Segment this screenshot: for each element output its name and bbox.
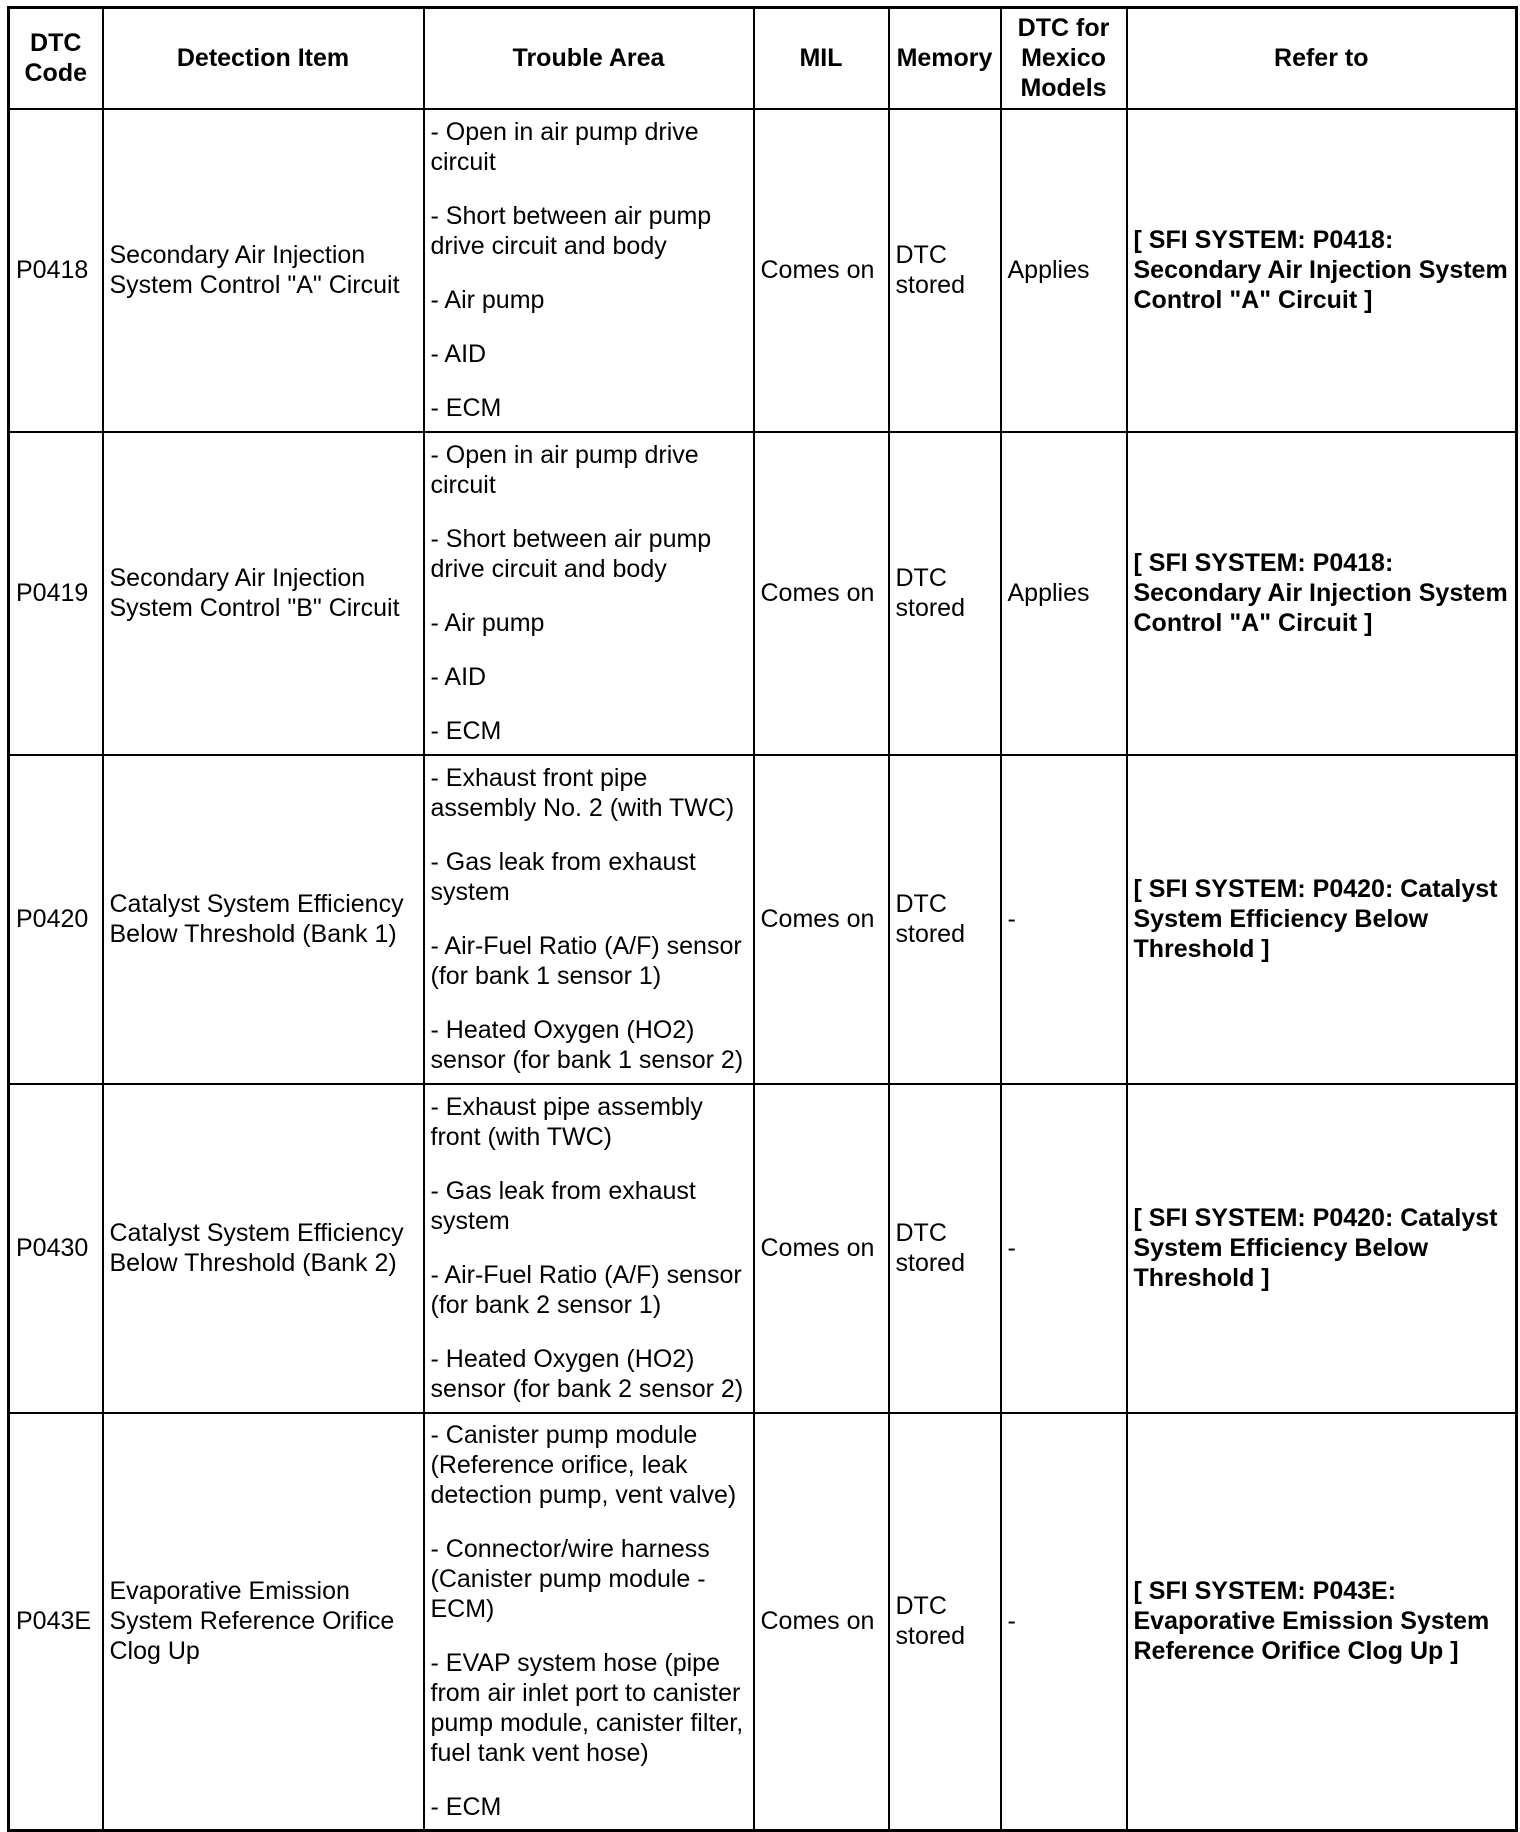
header-mexico-models: DTC for Mexico Models (1001, 8, 1127, 109)
memory-status: DTC stored (889, 755, 1001, 1084)
header-memory: Memory (889, 8, 1001, 109)
table-row (9, 755, 1517, 1084)
dtc-table (7, 6, 1518, 1832)
trouble-area (424, 1084, 754, 1413)
memory-status: DTC stored (889, 109, 1001, 432)
trouble-item: - Air-Fuel Ratio (A/F) sensor (for bank 2 sensor 1) (430, 1261, 742, 1319)
trouble-area (424, 755, 754, 1084)
trouble-item: - Gas leak from exhaust system (430, 1177, 696, 1235)
header-refer-to: Refer to (1127, 8, 1517, 109)
header-detection-item: Detection Item (103, 8, 424, 109)
refer-link[interactable]: [ SFI SYSTEM: P0420: Catalyst System Efficiency Below Threshold ] (1127, 755, 1517, 1084)
trouble-item: - Air pump (430, 286, 545, 314)
trouble-list (431, 763, 747, 1075)
trouble-item: - Heated Oxygen (HO2) sensor (for bank 1 sensor 2) (430, 1016, 744, 1074)
table-row (9, 432, 1517, 755)
trouble-item: - Air pump (430, 609, 545, 637)
mexico-models: Applies (1001, 432, 1127, 755)
dtc-code: P0420 (9, 755, 103, 1084)
trouble-item: - Exhaust front pipe assembly No. 2 (with TWC) (430, 764, 735, 822)
mil-status: Comes on (754, 1413, 889, 1831)
trouble-item: - AID (430, 340, 487, 368)
trouble-item: - Heated Oxygen (HO2) sensor (for bank 2 sensor 2) (430, 1345, 744, 1403)
mexico-models: - (1001, 755, 1127, 1084)
trouble-item: - ECM (430, 1793, 502, 1822)
header-row (9, 8, 1517, 109)
mil-status: Comes on (754, 755, 889, 1084)
trouble-item: - Short between air pump drive circuit and body (430, 202, 712, 260)
refer-link[interactable]: [ SFI SYSTEM: P0418: Secondary Air Injection System Control "A" Circuit ] (1127, 432, 1517, 755)
memory-status: DTC stored (889, 1413, 1001, 1831)
mil-status: Comes on (754, 109, 889, 432)
trouble-item: - Open in air pump drive circuit (430, 118, 699, 176)
detection-item: Evaporative Emission System Reference Orifice Clog Up (103, 1413, 424, 1831)
detection-item: Catalyst System Efficiency Below Threshold (Bank 1) (103, 755, 424, 1084)
mexico-models: Applies (1001, 109, 1127, 432)
trouble-item: - AID (430, 663, 487, 691)
table-row (9, 1084, 1517, 1413)
trouble-item: - Short between air pump drive circuit and body (430, 525, 712, 583)
trouble-list (431, 1092, 747, 1404)
detection-item: Secondary Air Injection System Control "A" Circuit (103, 109, 424, 432)
trouble-item: - EVAP system hose (pipe from air inlet port to canister pump module, canister filter, fuel tank vent hose) (430, 1649, 744, 1768)
memory-status: DTC stored (889, 1084, 1001, 1413)
detection-item: Catalyst System Efficiency Below Threshold (Bank 2) (103, 1084, 424, 1413)
trouble-item: - ECM (430, 394, 502, 422)
refer-link[interactable]: [ SFI SYSTEM: P0418: Secondary Air Injection System Control "A" Circuit ] (1127, 109, 1517, 432)
dtc-code: P0430 (9, 1084, 103, 1413)
header-mil: MIL (754, 8, 889, 109)
trouble-item: - Connector/wire harness (Canister pump module - ECM) (430, 1535, 710, 1624)
trouble-area (424, 1413, 754, 1831)
trouble-item: - Open in air pump drive circuit (430, 441, 699, 499)
dtc-code: P0418 (9, 109, 103, 432)
memory-status: DTC stored (889, 432, 1001, 755)
trouble-area (424, 109, 754, 432)
mexico-models: - (1001, 1413, 1127, 1831)
detection-item: Secondary Air Injection System Control "B" Circuit (103, 432, 424, 755)
dtc-code: P0419 (9, 432, 103, 755)
trouble-area (424, 432, 754, 755)
trouble-item: - ECM (430, 717, 502, 745)
mil-status: Comes on (754, 1084, 889, 1413)
header-dtc-code: DTC Code (9, 8, 103, 109)
trouble-item: - Exhaust pipe assembly front (with TWC) (430, 1093, 703, 1151)
mil-status: Comes on (754, 432, 889, 755)
refer-link[interactable]: [ SFI SYSTEM: P043E: Evaporative Emission System Reference Orifice Clog Up ] (1127, 1413, 1517, 1831)
refer-link[interactable]: [ SFI SYSTEM: P0420: Catalyst System Efficiency Below Threshold ] (1127, 1084, 1517, 1413)
trouble-list (431, 1420, 747, 1822)
trouble-item: - Gas leak from exhaust system (430, 848, 696, 906)
header-trouble-area: Trouble Area (424, 8, 754, 109)
trouble-item: - Canister pump module (Reference orifice, leak detection pump, vent valve) (430, 1421, 737, 1510)
dtc-code: P043E (9, 1413, 103, 1831)
mexico-models: - (1001, 1084, 1127, 1413)
trouble-list (431, 440, 747, 746)
table-row (9, 109, 1517, 432)
trouble-item: - Air-Fuel Ratio (A/F) sensor (for bank 1 sensor 1) (430, 932, 742, 990)
table-row (9, 1413, 1517, 1831)
trouble-list (431, 117, 747, 423)
